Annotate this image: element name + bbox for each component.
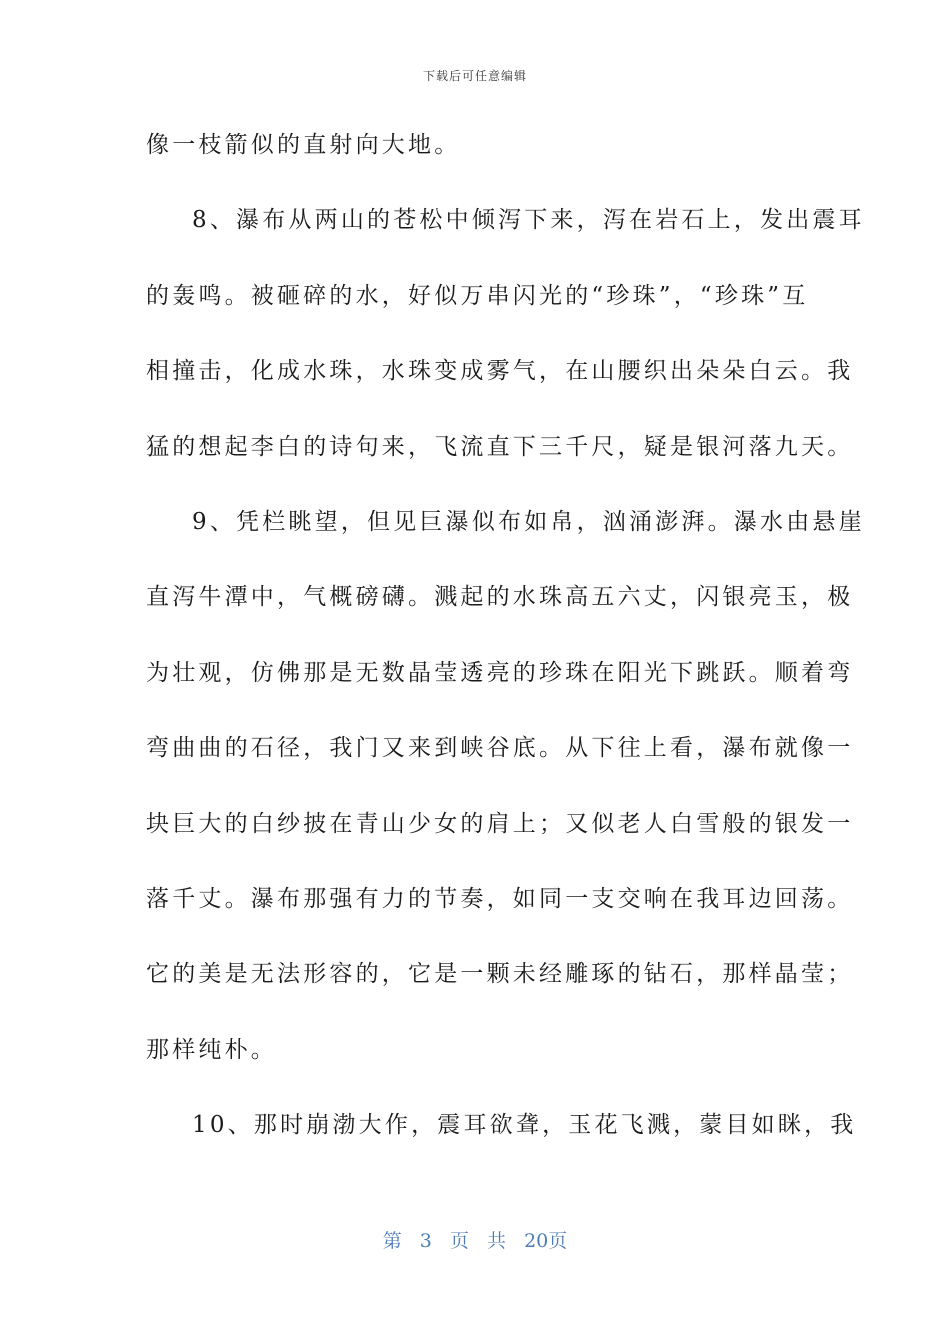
header-note: 下载后可任意编辑 <box>422 69 527 83</box>
footer-ye: 页 <box>449 1230 469 1252</box>
text-line: 落千丈。瀑布那强有力的节奏，如同一支交响在我耳边回荡。 <box>146 885 854 912</box>
text-line: 弯曲曲的石径，我门又来到峡谷底。从下往上看，瀑布就像一 <box>146 735 854 762</box>
text-line: 猛的想起李白的诗句来，飞流直下三千尺，疑是银河落九天。 <box>146 433 854 460</box>
paragraph-10-line: 10、那时崩渤大作，震耳欲聋，玉花飞溅，蒙目如眯，我 <box>192 1112 857 1139</box>
text-line: 直泻牛潭中，气概磅礴。溅起的水珠高五六丈，闪银亮玉，极 <box>146 584 854 611</box>
paragraph-9-line: 9、凭栏眺望，但见巨瀑似布如帛，汹涌澎湃。瀑水由悬崖 <box>192 508 865 535</box>
text-line: 的轰鸣。被砸碎的水，好似万串闪光的“珍珠”，“珍珠”互 <box>146 282 809 309</box>
text-line: 它的美是无法形容的，它是一颗未经雕琢的钻石，那样晶莹； <box>146 961 854 988</box>
footer-di: 第 <box>382 1230 402 1252</box>
text-line: 为壮观，仿佛那是无数晶莹透亮的珍珠在阳光下跳跃。顺着弯 <box>146 659 854 686</box>
page-footer <box>0 1226 950 1253</box>
text-line: 那样纯朴。 <box>146 1036 277 1063</box>
paragraph-8-line: 8、瀑布从两山的苍松中倾泻下来，泻在岩石上，发出震耳 <box>192 207 865 234</box>
total-pages: 20页 <box>524 1230 568 1252</box>
text-line: 相撞击，化成水珠，水珠变成雾气，在山腰织出朵朵白云。我 <box>146 358 854 385</box>
document-body <box>146 122 865 1177</box>
footer-gong: 共 <box>487 1230 507 1252</box>
text-line: 块巨大的白纱披在青山少女的肩上；又似老人白雪般的银发一 <box>146 810 854 837</box>
page-number: 3 <box>419 1230 432 1252</box>
text-line: 像一枝箭似的直射向大地。 <box>146 132 461 158</box>
